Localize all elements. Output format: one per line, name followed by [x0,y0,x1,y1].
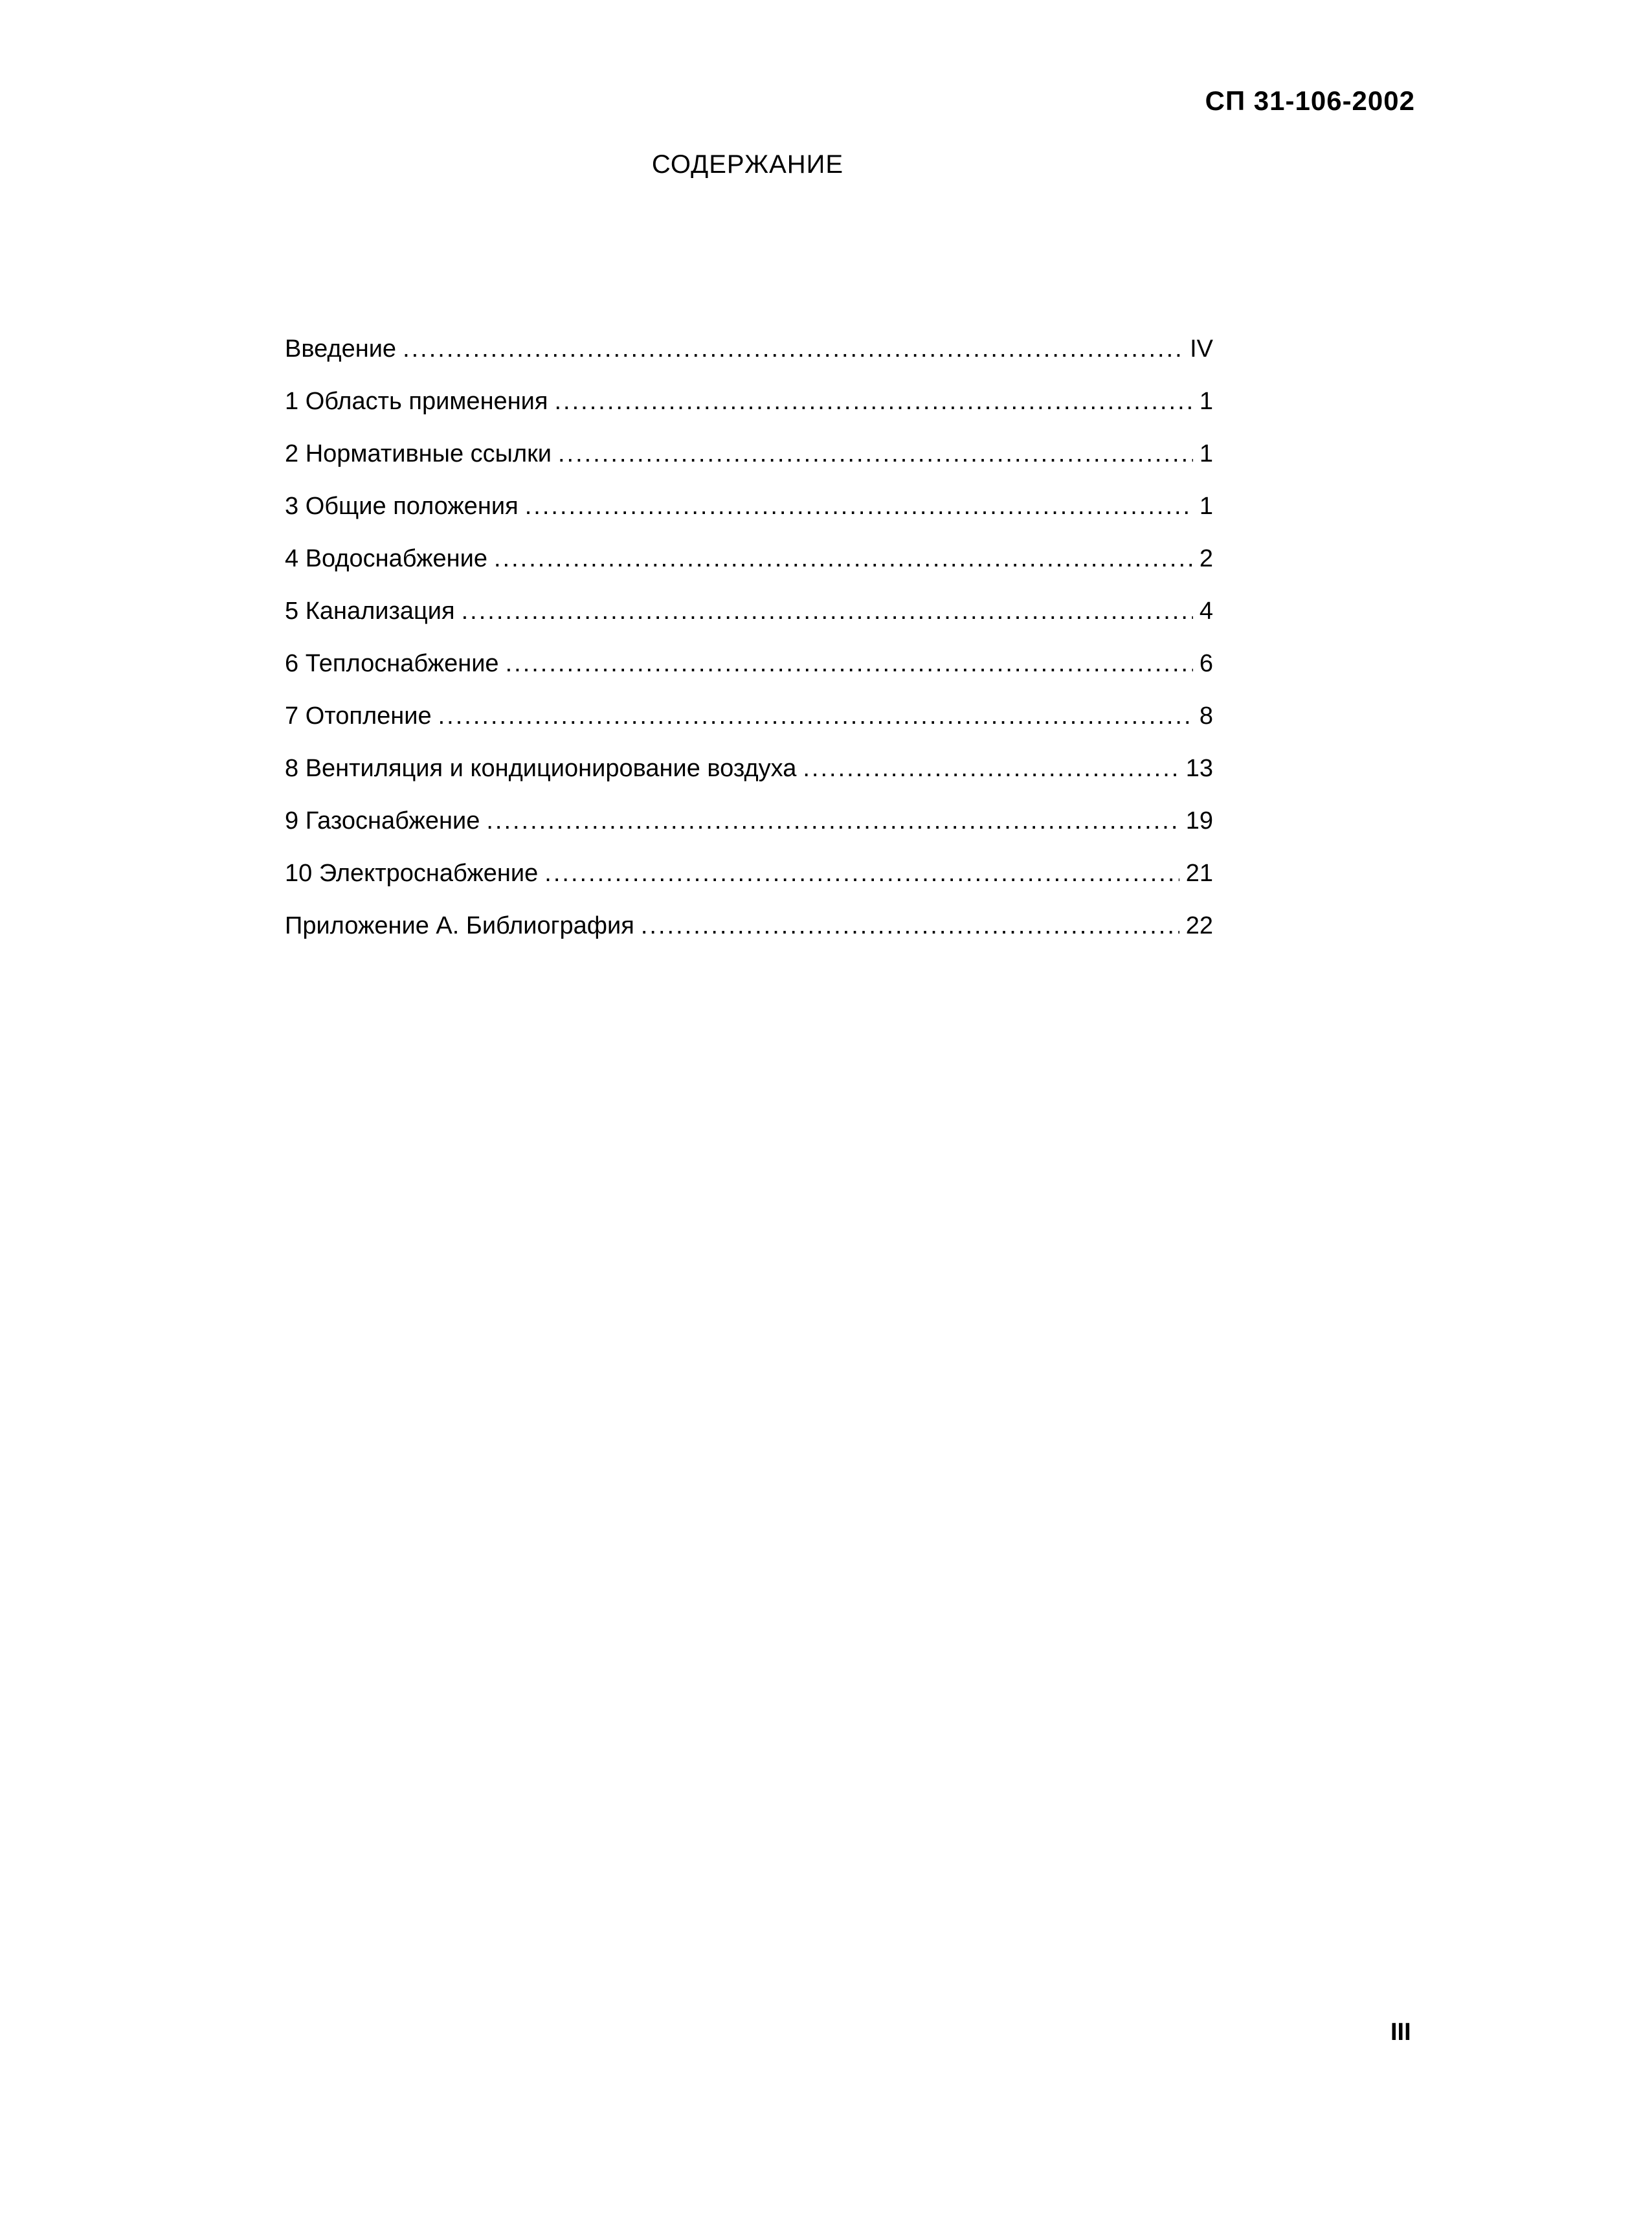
toc-entry-bibliography[interactable] [285,908,1213,961]
table-of-contents [285,331,1213,961]
dot-leader [554,384,1192,419]
toc-entry-gas-supply[interactable] [285,803,1213,856]
toc-entry-label: 9 Газоснабжение [285,807,480,834]
toc-entry-page: 19 [1185,807,1213,834]
dot-leader [462,594,1193,629]
toc-entry-sewerage[interactable] [285,594,1213,646]
toc-entry-page: 13 [1185,755,1213,782]
dot-leader [525,489,1193,524]
dot-leader [403,331,1183,366]
dot-leader [544,856,1179,891]
toc-entry-label: 8 Вентиляция и кондиционирование воздуха [285,755,797,782]
toc-entry-label: 4 Водоснабжение [285,545,487,572]
toc-entry-label: 6 Теплоснабжение [285,650,499,677]
toc-entry-ventilation[interactable] [285,751,1213,803]
dot-leader [558,436,1193,471]
toc-entry-page: 1 [1199,388,1213,415]
dot-leader [506,646,1193,681]
toc-entry-heating[interactable] [285,699,1213,751]
toc-entry-introduction[interactable] [285,331,1213,384]
document-code: СП 31-106-2002 [1205,85,1415,116]
toc-entry-page: 21 [1185,860,1213,887]
toc-entry-power-supply[interactable] [285,856,1213,908]
toc-entry-label: 7 Отопление [285,702,432,730]
dot-leader [494,541,1193,576]
toc-entry-label: 2 Нормативные ссылки [285,440,552,467]
toc-entry-label: Приложение А. Библиография [285,912,634,939]
toc-entry-page: 6 [1199,650,1213,677]
toc-entry-water-supply[interactable] [285,541,1213,594]
toc-entry-page: 1 [1199,493,1213,520]
dot-leader [486,803,1179,838]
toc-entry-label: 1 Область применения [285,388,548,415]
toc-entry-general-provisions[interactable] [285,489,1213,541]
toc-entry-label: 3 Общие положения [285,493,519,520]
toc-entry-page: 22 [1185,912,1213,939]
toc-entry-scope[interactable] [285,384,1213,436]
dot-leader [803,751,1179,786]
toc-entry-page: 1 [1199,440,1213,467]
page-number: III [1390,2019,1411,2046]
toc-entry-page: 8 [1199,702,1213,730]
toc-entry-page: 4 [1199,598,1213,625]
toc-entry-label: 5 Канализация [285,598,455,625]
toc-entry-heat-supply[interactable] [285,646,1213,699]
dot-leader [438,699,1193,734]
toc-entry-page: IV [1190,335,1213,363]
toc-entry-page: 2 [1199,545,1213,572]
toc-entry-label: 10 Электроснабжение [285,860,539,887]
toc-entry-label: Введение [285,335,397,363]
toc-entry-normative-references[interactable] [285,436,1213,489]
dot-leader [641,908,1179,943]
toc-title: СОДЕРЖАНИЕ [651,150,844,179]
